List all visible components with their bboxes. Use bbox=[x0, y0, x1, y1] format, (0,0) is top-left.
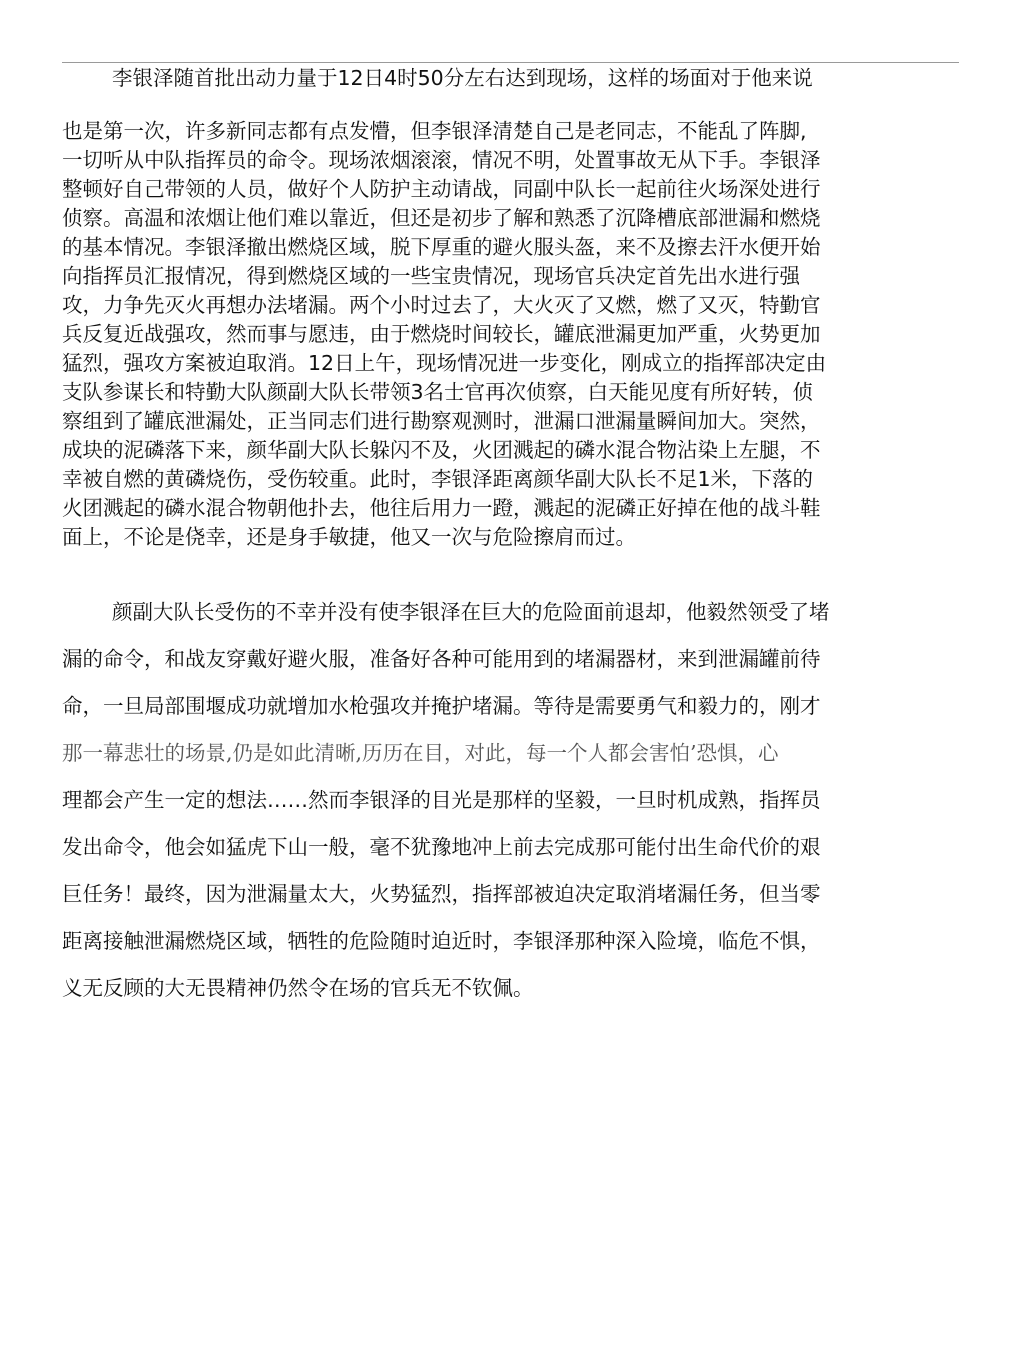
paragraph-1-line: 侦察。高温和浓烟让他们难以靠近，但还是初步了解和熟悉了沉降槽底部泄漏和燃烧 bbox=[62, 206, 821, 230]
paragraph-1-line: 兵反复近战强攻，然而事与愿违，由于燃烧时间较长，罐底泄漏更加严重，火势更加 bbox=[62, 322, 821, 346]
paragraph-1-first-line: 李银泽随首批出动力量于12日4时50分左右达到现场，这样的场面对于他来说 bbox=[112, 66, 813, 90]
paragraph-1-line: 察组到了罐底泄漏处，正当同志们进行勘察观测时，泄漏口泄漏量瞬间加大。突然， bbox=[62, 409, 821, 433]
paragraph-1-line: 猛烈，强攻方案被迫取消。12日上午，现场情况进一步变化，刚成立的指挥部决定由 bbox=[62, 351, 827, 375]
paragraph-2-first-line: 颜副大队长受伤的不幸并没有使李银泽在巨大的危险面前退却，他毅然领受了堵 bbox=[112, 600, 830, 624]
paragraph-2-line: 那一幕悲壮的场景,仍是如此清晰,历历在目，对此，每一个人都会害怕’恐惧，心 bbox=[62, 741, 779, 765]
paragraph-2-line: 发出命令，他会如猛虎下山一般，毫不犹豫地冲上前去完成那可能付出生命代价的艰 bbox=[62, 835, 821, 859]
paragraph-1-line: 火团溅起的磷水混合物朝他扑去，他往后用力一蹬，溅起的泥磷正好掉在他的战斗鞋 bbox=[62, 496, 821, 520]
paragraph-1-line: 也是第一次，许多新同志都有点发懵，但李银泽清楚自己是老同志，不能乱了阵脚, bbox=[62, 119, 807, 143]
paragraph-1-line: 支队参谋长和特勤大队颜副大队长带领3名士官再次侦察，白天能见度有所好转，侦 bbox=[62, 380, 814, 404]
paragraph-1-line: 的基本情况。李银泽撤出燃烧区域，脱下厚重的避火服头盔，来不及擦去汗水便开始 bbox=[62, 235, 821, 259]
paragraph-2-line: 巨任务！最终，因为泄漏量太大，火势猛烈，指挥部被迫决定取消堵漏任务，但当零 bbox=[62, 882, 821, 906]
paragraph-2-line: 义无反顾的大无畏精神仍然令在场的官兵无不钦佩。 bbox=[62, 976, 534, 1000]
paragraph-2-line: 命，一旦局部围堰成功就增加水枪强攻并掩护堵漏。等待是需要勇气和毅力的，刚才 bbox=[62, 694, 821, 718]
paragraph-2-line: 理都会产生一定的想法……然而李银泽的目光是那样的坚毅，一旦时机成熟，指挥员 bbox=[62, 788, 821, 812]
paragraph-2-line: 距离接触泄漏燃烧区域，牺牲的危险随时迫近时，李银泽那种深入险境，临危不惧， bbox=[62, 929, 821, 953]
paragraph-1-line: 一切听从中队指挥员的命令。现场浓烟滚滚，情况不明，处置事故无从下手。李银泽 bbox=[62, 148, 821, 172]
paragraph-1-line: 成块的泥磷落下来，颜华副大队长躲闪不及，火团溅起的磷水混合物沾染上左腿，不 bbox=[62, 438, 821, 462]
paragraph-1-line: 整顿好自己带领的人员，做好个人防护主动请战，同副中队长一起前往火场深处进行 bbox=[62, 177, 821, 201]
paragraph-2-line: 漏的命令，和战友穿戴好避火服，准备好各种可能用到的堵漏器材，来到泄漏罐前待 bbox=[62, 647, 821, 671]
header-rule bbox=[62, 62, 959, 63]
paragraph-1-line: 向指挥员汇报情况，得到燃烧区域的一些宝贵情况，现场官兵决定首先出水进行强 bbox=[62, 264, 800, 288]
paragraph-1-line: 幸被自燃的黄磷烧伤，受伤较重。此时，李银泽距离颜华副大队长不足1米，下落的 bbox=[62, 467, 814, 491]
paragraph-1-line: 攻，力争先灭火再想办法堵漏。两个小时过去了，大火灭了又燃，燃了又灭，特勤官 bbox=[62, 293, 821, 317]
paragraph-1-line: 面上，不论是侥幸，还是身手敏捷，他又一次与危险擦肩而过。 bbox=[62, 525, 636, 549]
